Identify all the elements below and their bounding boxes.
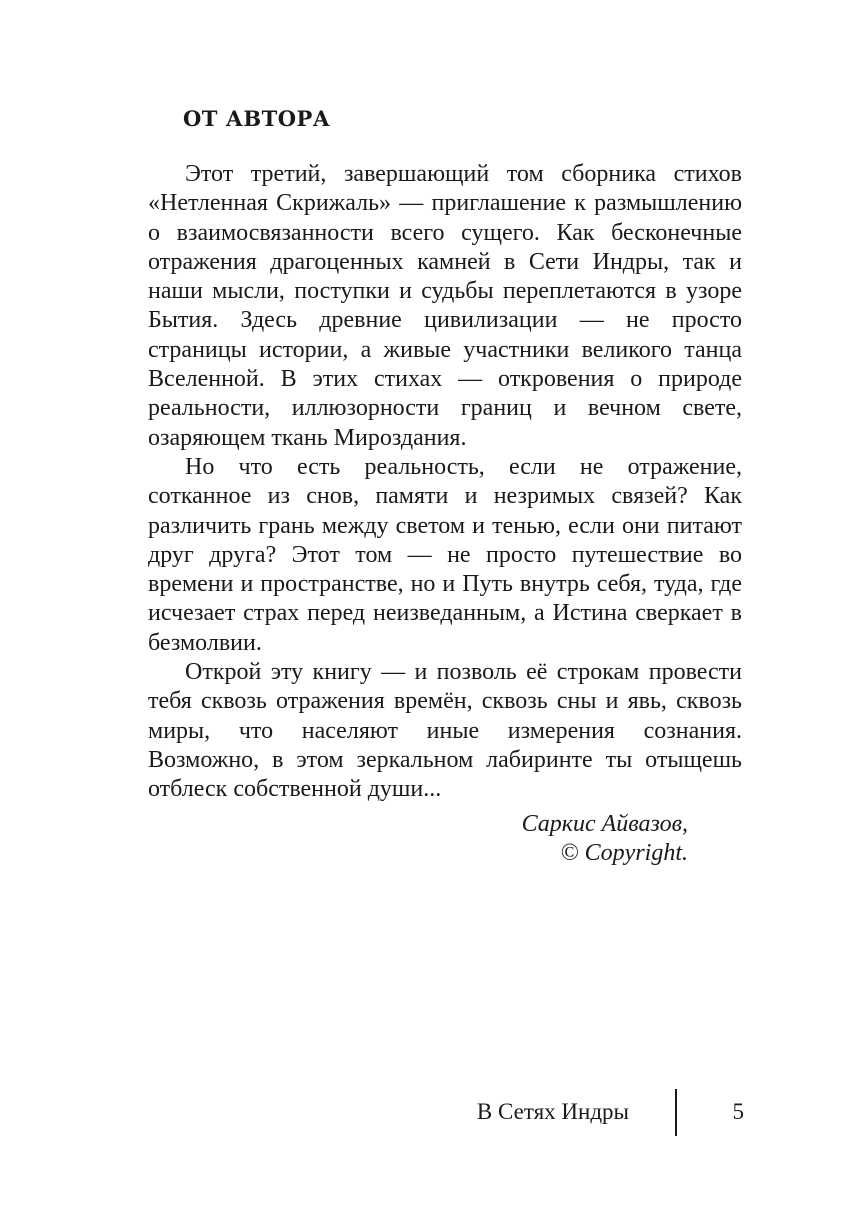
paragraph-1: Этот третий, завершающий том сборника стихов «Нетленная Скрижаль» — приглашение к размышлению о взаимосвязанности всего сущего. Как бесконечные отражения драгоценных камней в Сети Индры, так и наши мысли, поступки и судьбы переплетаются в узоре Бытия. Здесь древние цивилизации — не просто страницы истории, а живые участники великого танца Вселенной. В этих стихах — откровения о природе реальности, иллюзорности границ и вечном свете, озаряющем ткань Мироздания. xyxy=(148,161,742,451)
running-footer-title: В Сетях Индры xyxy=(476,1099,629,1124)
paragraph-2: Но что есть реальность, если не отражение, сотканное из снов, памяти и незримых связей? Как различить грань между светом и тенью, если они питают друг друга? Этот том — не просто путешествие во времени и пространстве, но и Путь внутрь себя, туда, где исчезает страх перед неизведанным, а Истина сверкает в безмолвии. xyxy=(148,453,742,656)
footer-divider xyxy=(675,1089,677,1136)
author-name: Саркис Айвазов, xyxy=(521,811,688,837)
section-heading: ОТ АВТОРА xyxy=(183,106,331,131)
page-number: 5 xyxy=(732,1099,744,1124)
author-signature xyxy=(400,810,688,868)
copyright-notice: © Copyright. xyxy=(560,840,688,866)
preface-text xyxy=(148,160,742,805)
paragraph-3: Открой эту книгу — и позволь её строкам провести тебя сквозь отражения времён, сквозь сны и явь, сквозь миры, что населяют иные измерения сознания. Возможно, в этом зеркальном лабиринте ты отыщешь отблеск собственной души... xyxy=(148,659,742,803)
